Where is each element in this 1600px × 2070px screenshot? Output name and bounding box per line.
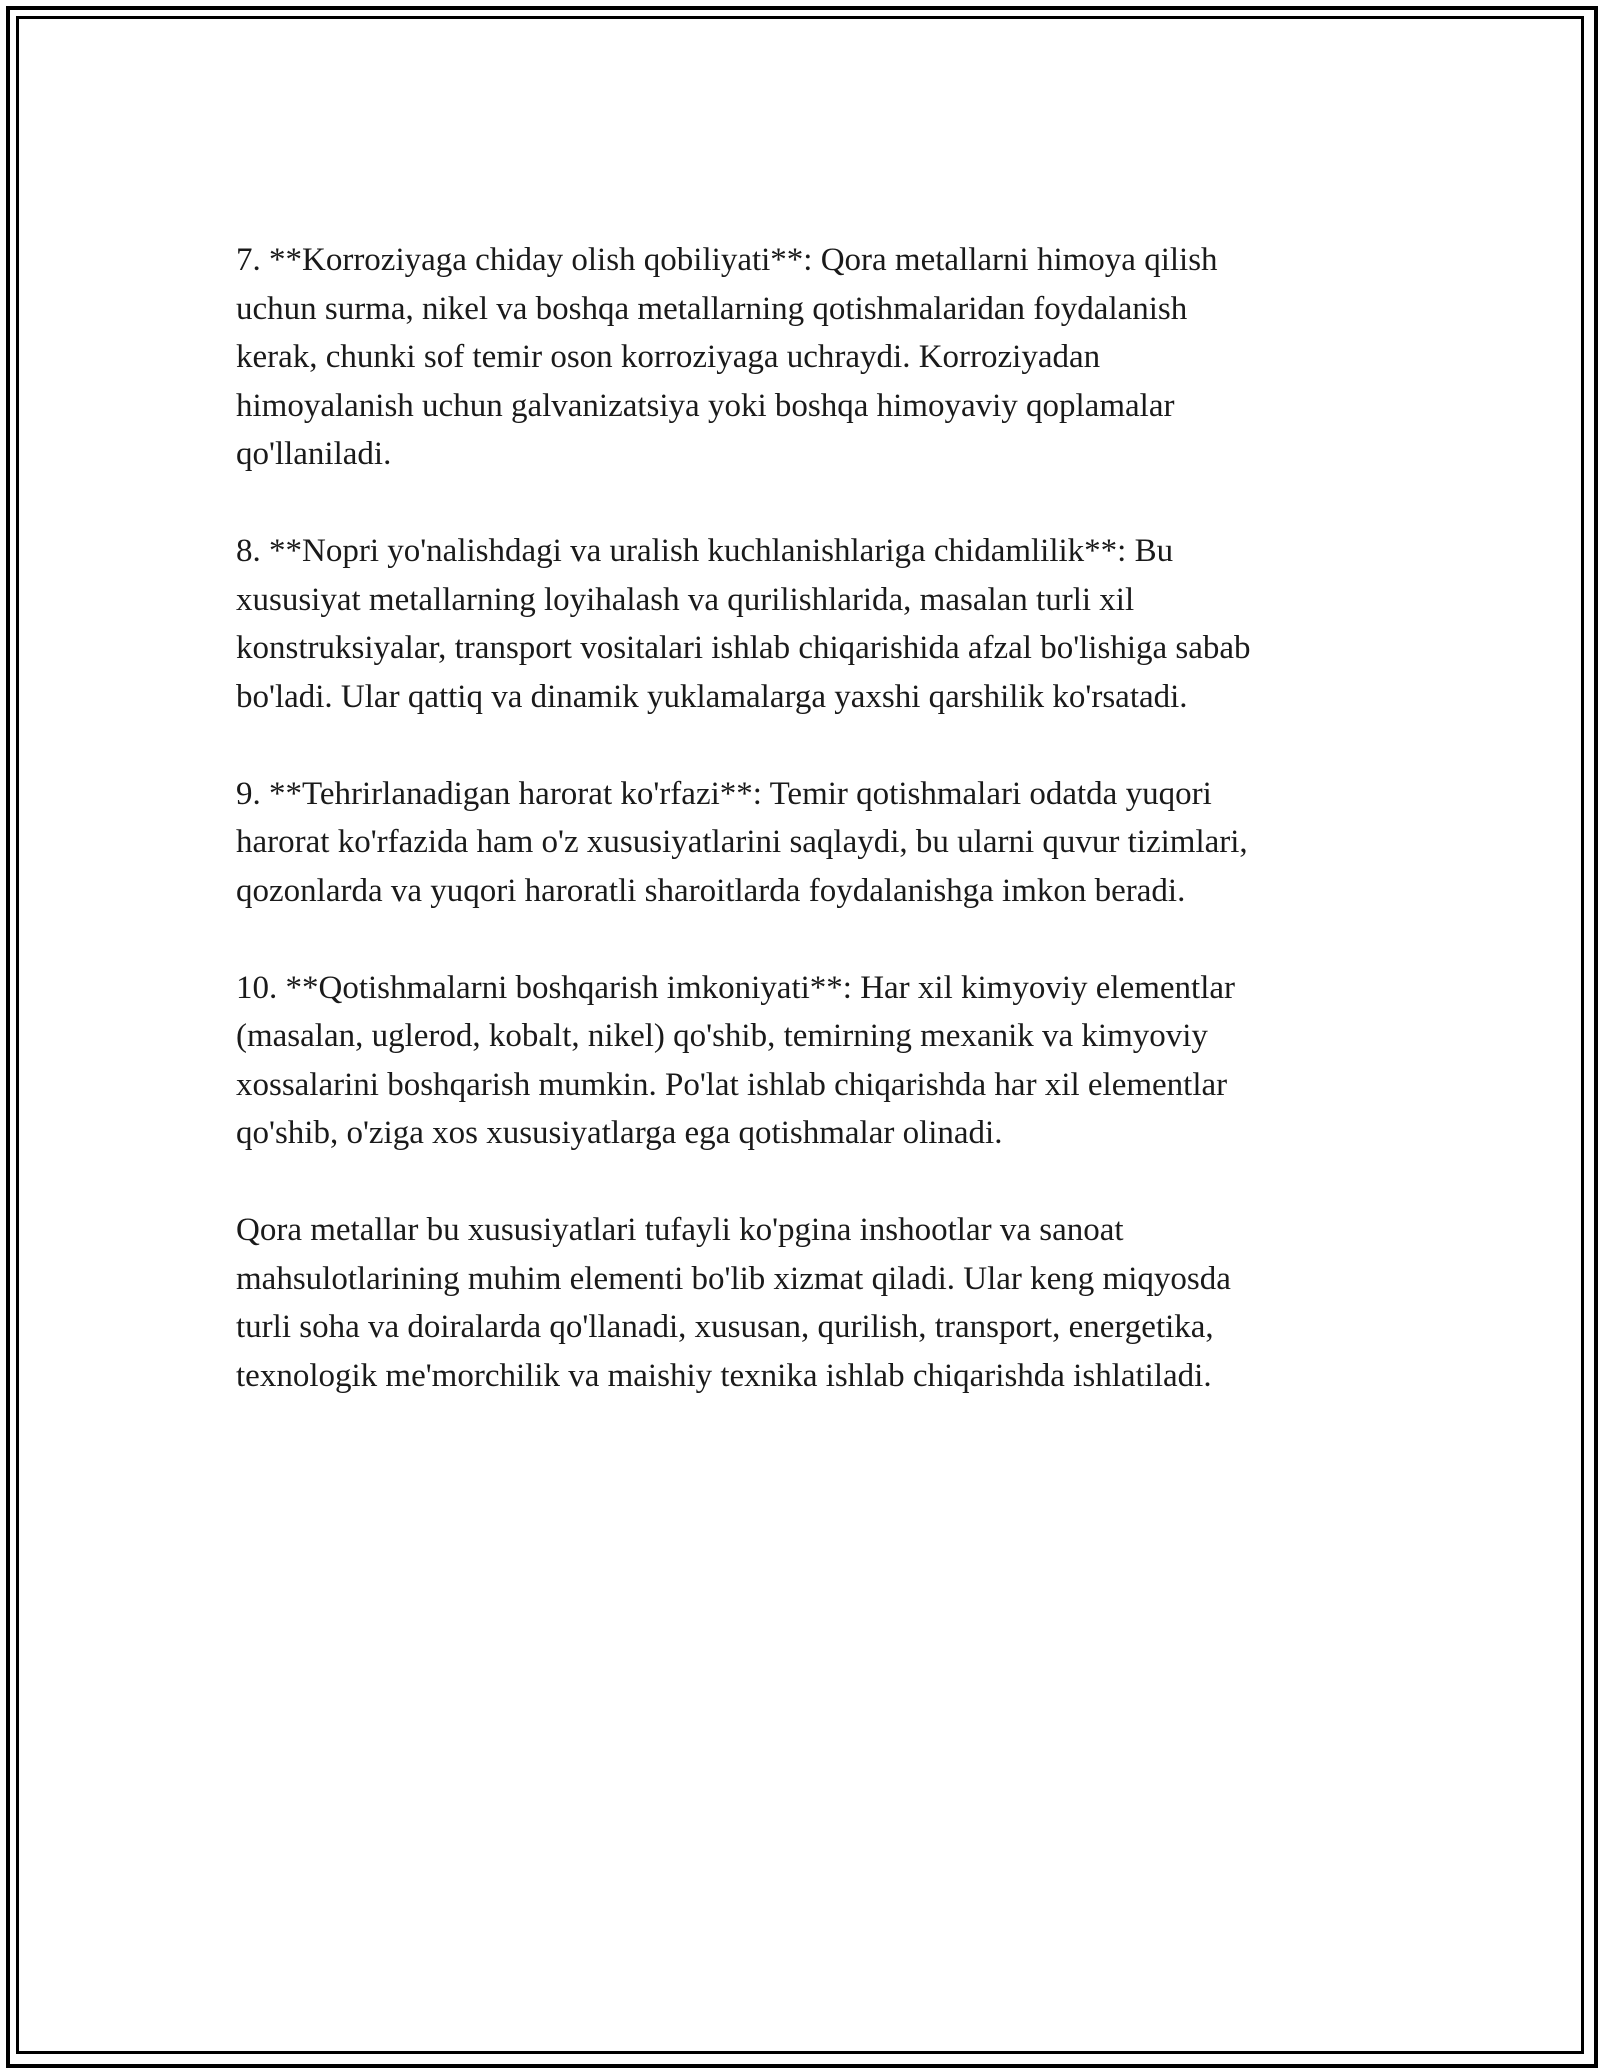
paragraph-item-10: 10. **Qotishmalarni boshqarish imkoniyati**: Har xil kimyoviy elementlar (masalan, uglerod, kobalt, nikel) qo'shib, temirning mexanik va kimyoviy xossalarini boshqarish mumkin. Po'lat ishlab chiqarishda har xil elementlar qo'shib, o'ziga xos xususiyatlarga ega qotishmalar olinadi.	[236, 969, 1236, 1151]
paragraph-conclusion: Qora metallar bu xususiyatlari tufayli ko'pgina inshootlar va sanoat mahsulotlarining muhim elementi bo'lib xizmat qiladi. Ular keng miqyosda turli soha va doiralarda qo'llanadi, xususan, qurilish, transport, energetika, texnologik me'morchilik va maishiy texnika ishlab chiqarishda ishlatiladi.	[236, 1212, 1231, 1394]
paragraph-item-8: 8. **Nopri yo'nalishdagi va uralish kuchlanishlariga chidamlilik**: Bu xususiyat metallarning loyihalash va qurilishlarida, masalan turli xil konstruksiyalar, transport vositalari ishlab chiqarishida afzal bo'lishiga sabab bo'ladi. Ular qattiq va dinamik yuklamalarga yaxshi qarshilik ko'rsatadi.	[236, 533, 1251, 715]
paragraph-item-7: 7. **Korroziyaga chiday olish qobiliyati**: Qora metallarni himoya qilish uchun surma, nikel va boshqa metallarning qotishmalaridan foydalanish kerak, chunki sof temir oson korroziyaga uchraydi. Korroziyadan himoyalanish uchun galvanizatsiya yoki boshqa himoyaviy qoplamalar qo'llaniladi.	[236, 242, 1218, 472]
document-body	[236, 236, 1386, 1449]
paragraph-item-9: 9. **Tehrirlanadigan harorat ko'rfazi**: Temir qotishmalari odatda yuqori harorat ko'rfazida ham o'z xususiyatlarini saqlaydi, bu ularni quvur tizimlari, qozonlarda va yuqori haroratli sharoitlarda foydalanishga imkon beradi.	[236, 775, 1248, 909]
